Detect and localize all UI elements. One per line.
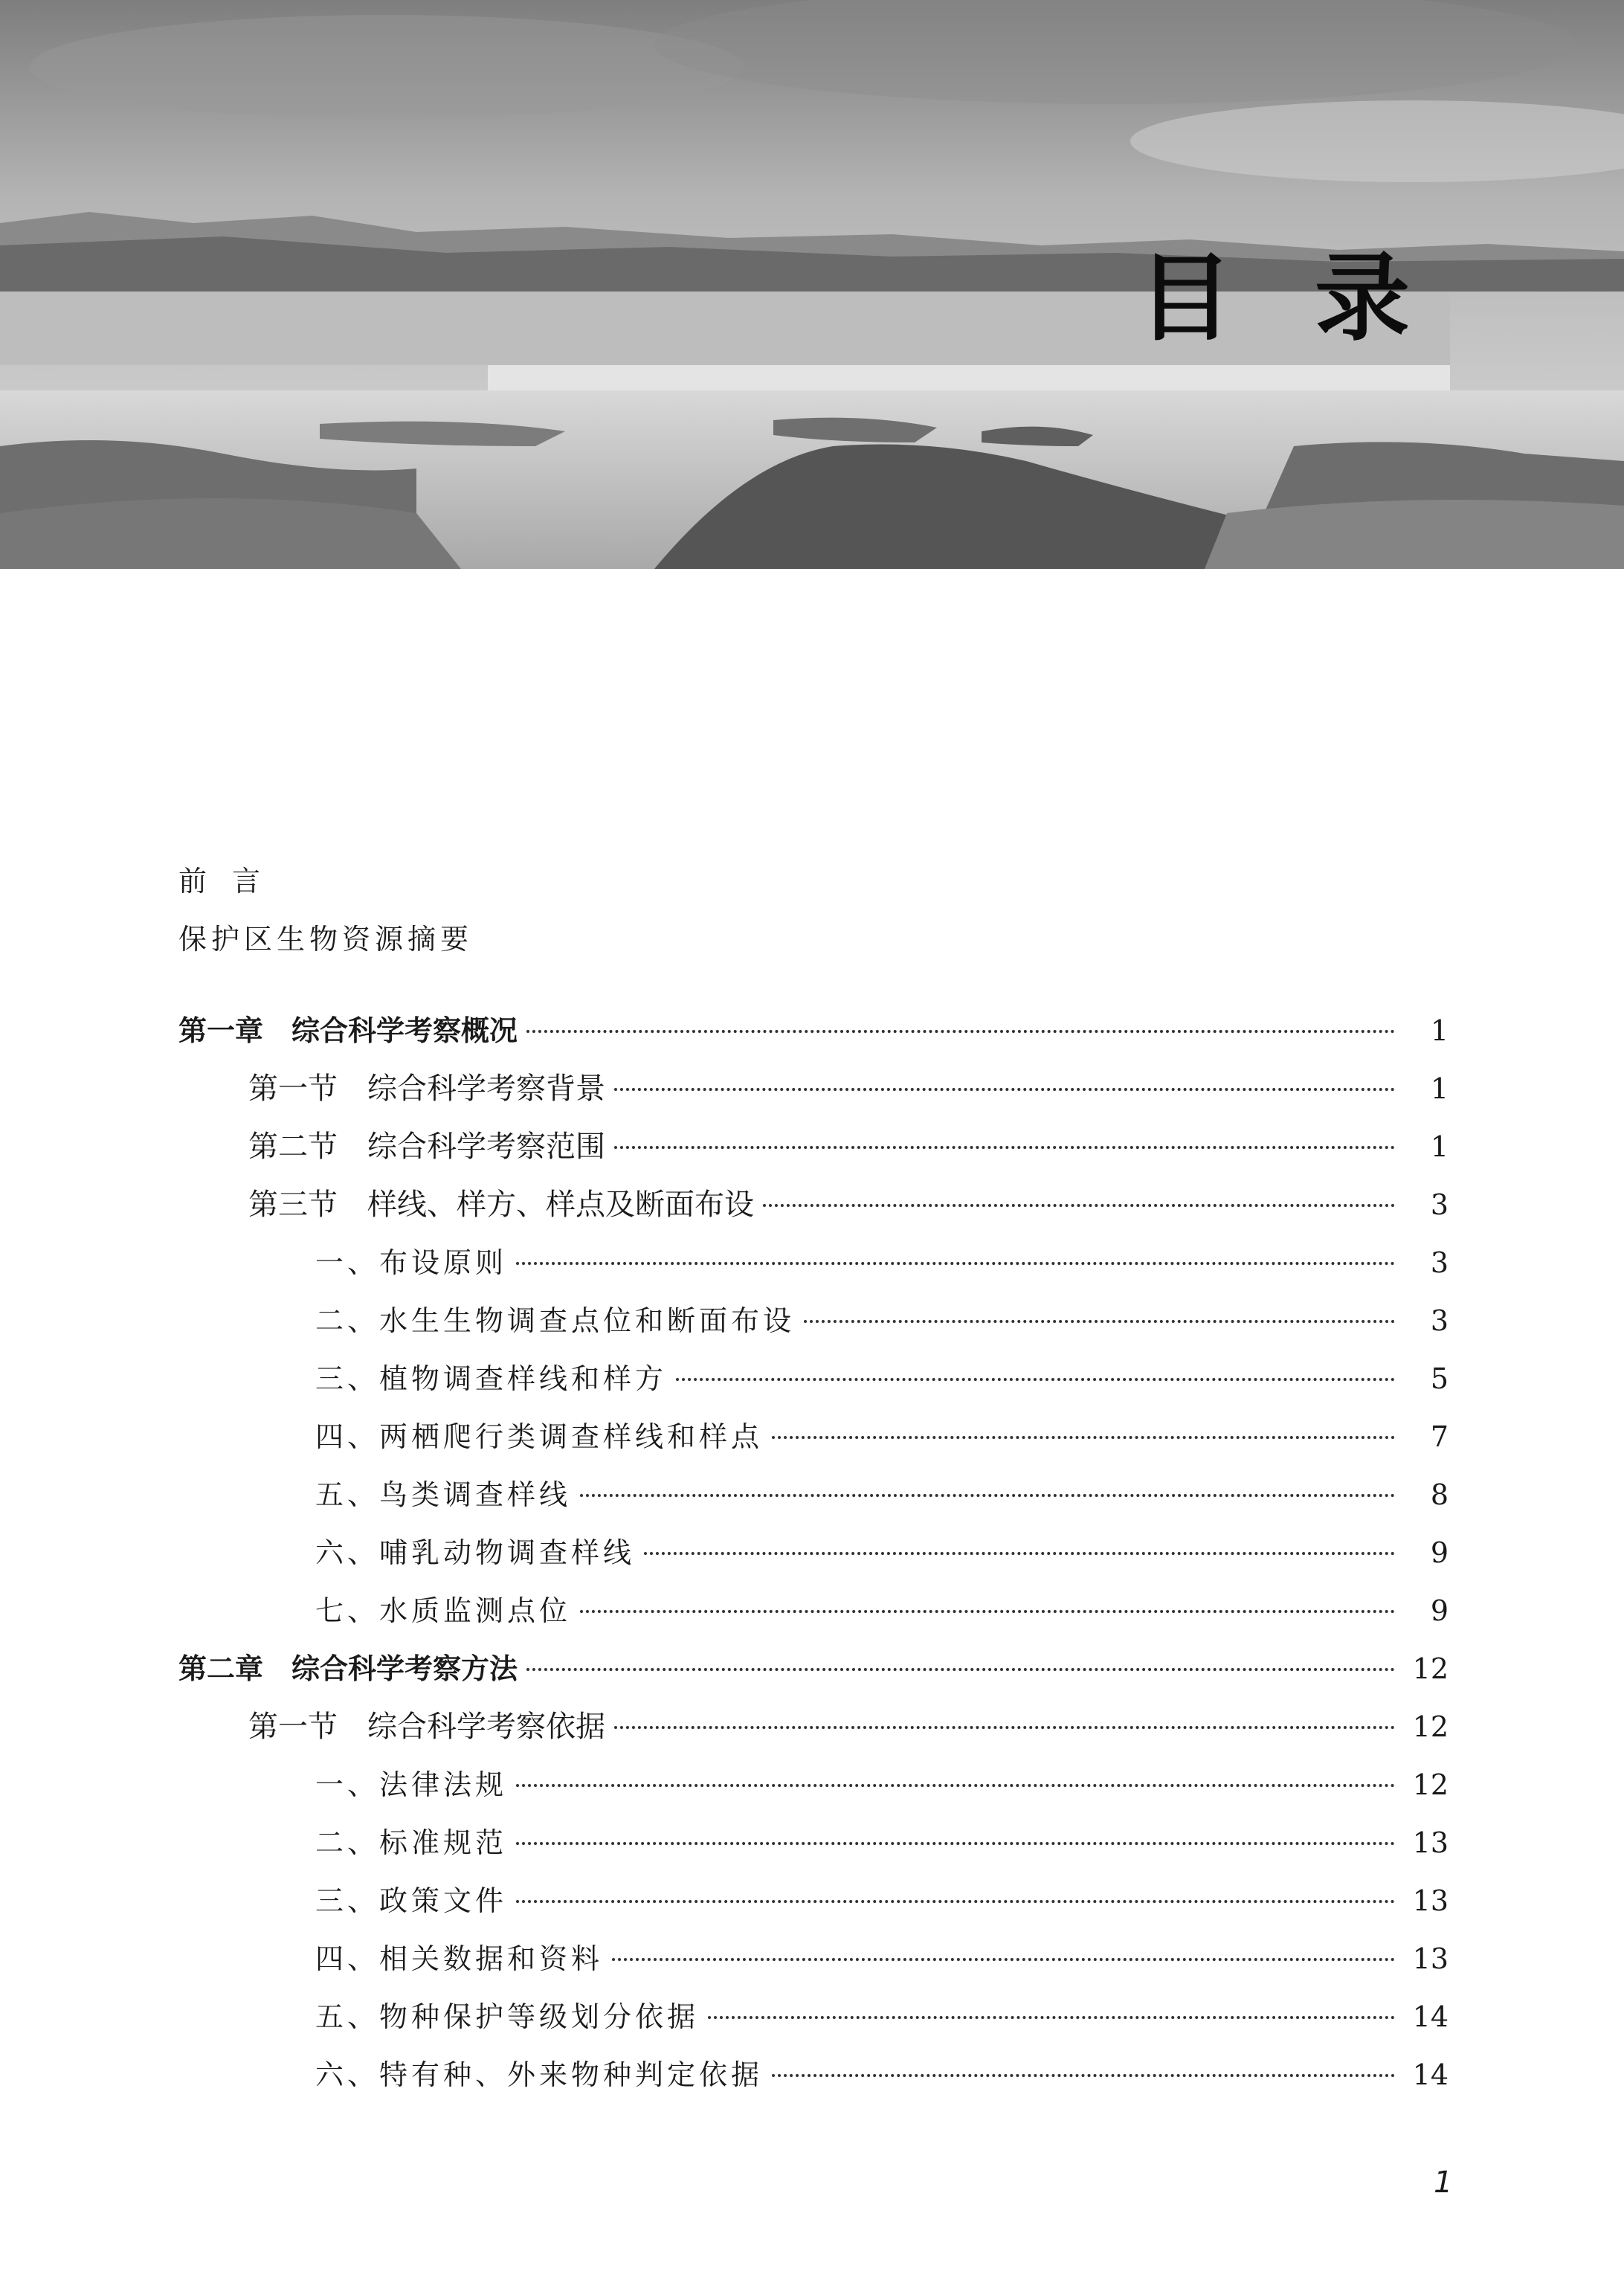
toc-entry-label: 第一章 综合科学考察概况 (178, 1014, 518, 1047)
toc-entry-label: 二、标准规范 (315, 1826, 508, 1859)
toc-subsection[interactable] (315, 1417, 1449, 1456)
toc-subsection[interactable] (315, 1765, 1449, 1804)
toc-chapter-2[interactable] (178, 1649, 1449, 1688)
toc-entry-label: 第一节 综合科学考察依据 (248, 1710, 605, 1744)
toc-entry-label: 第二章 综合科学考察方法 (178, 1652, 518, 1685)
toc-entry-page: 12 (1412, 1652, 1449, 1685)
toc-section[interactable] (248, 1707, 1449, 1746)
toc-entry-page: 12 (1412, 1710, 1449, 1743)
dot-leader (804, 1320, 1395, 1323)
toc-entry-page: 7 (1430, 1420, 1449, 1453)
toc-entry-page: 5 (1430, 1362, 1449, 1395)
toc-subsection[interactable] (315, 1475, 1449, 1514)
toc-chapter-1[interactable] (178, 1011, 1449, 1050)
toc-entry-page: 13 (1412, 1942, 1449, 1975)
toc-entry-label: 六、哺乳动物调查样线 (315, 1536, 636, 1569)
toc-entry-page: 13 (1412, 1826, 1449, 1859)
toc-abstract[interactable]: 保护区生物资源摘要 (178, 923, 474, 956)
toc-entry-page: 1 (1430, 1072, 1449, 1105)
toc-preface[interactable]: 前言 (178, 865, 286, 898)
toc-entry-page: 14 (1412, 2058, 1449, 2091)
toc-subsection[interactable] (315, 1243, 1449, 1282)
toc-entry-page: 9 (1430, 1536, 1449, 1569)
dot-leader (580, 1494, 1395, 1497)
toc-entry-label: 五、物种保护等级划分依据 (315, 2000, 700, 2033)
toc-subsection[interactable] (315, 1533, 1449, 1572)
toc-entry-page: 3 (1430, 1246, 1449, 1279)
dot-leader (516, 1900, 1395, 1903)
toc-entry-label: 第一节 综合科学考察背景 (248, 1072, 605, 1106)
toc-subsection[interactable] (315, 1359, 1449, 1398)
toc-entry-label: 第二节 综合科学考察范围 (248, 1130, 605, 1164)
toc-entry-label: 六、特有种、外来物种判定依据 (315, 2058, 764, 2091)
toc-entry-page: 1 (1430, 1130, 1449, 1163)
toc-entry-page: 14 (1412, 2000, 1449, 2033)
page-title: 目录 (1138, 243, 1492, 354)
toc-entry-page: 9 (1430, 1594, 1449, 1627)
toc-entry-label: 第三节 样线、样方、样点及断面布设 (248, 1188, 754, 1222)
dot-leader (708, 2016, 1395, 2019)
toc-entry-label: 五、鸟类调查样线 (315, 1478, 572, 1511)
toc-entry-label: 四、相关数据和资料 (315, 1942, 604, 1975)
toc-entry-label: 三、政策文件 (315, 1884, 508, 1917)
toc-entry-page: 12 (1412, 1768, 1449, 1801)
toc-entry-page: 1 (1430, 1014, 1449, 1047)
toc-entry-label: 一、布设原则 (315, 1246, 508, 1279)
dot-leader (580, 1610, 1395, 1613)
toc-entry-page: 3 (1430, 1304, 1449, 1337)
toc-entry-page: 8 (1430, 1478, 1449, 1511)
dot-leader (772, 1436, 1395, 1439)
toc-subsection[interactable] (315, 1997, 1449, 2036)
toc-subsection[interactable] (315, 1939, 1449, 1978)
toc-subsection[interactable] (315, 1823, 1449, 1862)
toc-subsection[interactable] (315, 2055, 1449, 2094)
toc-section[interactable] (248, 1069, 1449, 1108)
toc-entry-label: 四、两栖爬行类调查样线和样点 (315, 1420, 764, 1453)
dot-leader (614, 1088, 1395, 1091)
toc-subsection[interactable] (315, 1301, 1449, 1340)
title-band-shadow (488, 365, 1450, 390)
dot-leader (516, 1784, 1395, 1787)
dot-leader (772, 2074, 1395, 2077)
toc-entry-page: 13 (1412, 1884, 1449, 1917)
toc-subsection[interactable] (315, 1591, 1449, 1630)
dot-leader (676, 1378, 1395, 1381)
dot-leader (763, 1204, 1395, 1207)
toc-entry-label: 七、水质监测点位 (315, 1594, 572, 1627)
dot-leader (612, 1958, 1395, 1961)
dot-leader (614, 1146, 1395, 1149)
toc-entry-label: 二、水生生物调查点位和断面布设 (315, 1304, 796, 1337)
toc-subsection[interactable] (315, 1881, 1449, 1920)
page-number: 1 (1434, 2166, 1453, 2200)
dot-leader (516, 1262, 1395, 1265)
dot-leader (526, 1668, 1395, 1671)
toc-entry-label: 三、植物调查样线和样方 (315, 1362, 668, 1395)
toc-entry-label: 一、法律法规 (315, 1768, 508, 1801)
toc-section[interactable] (248, 1127, 1449, 1166)
dot-leader (614, 1726, 1395, 1729)
dot-leader (526, 1030, 1395, 1033)
toc-section[interactable] (248, 1185, 1449, 1224)
dot-leader (516, 1842, 1395, 1845)
toc-entry-page: 3 (1430, 1188, 1449, 1221)
dot-leader (644, 1552, 1395, 1555)
